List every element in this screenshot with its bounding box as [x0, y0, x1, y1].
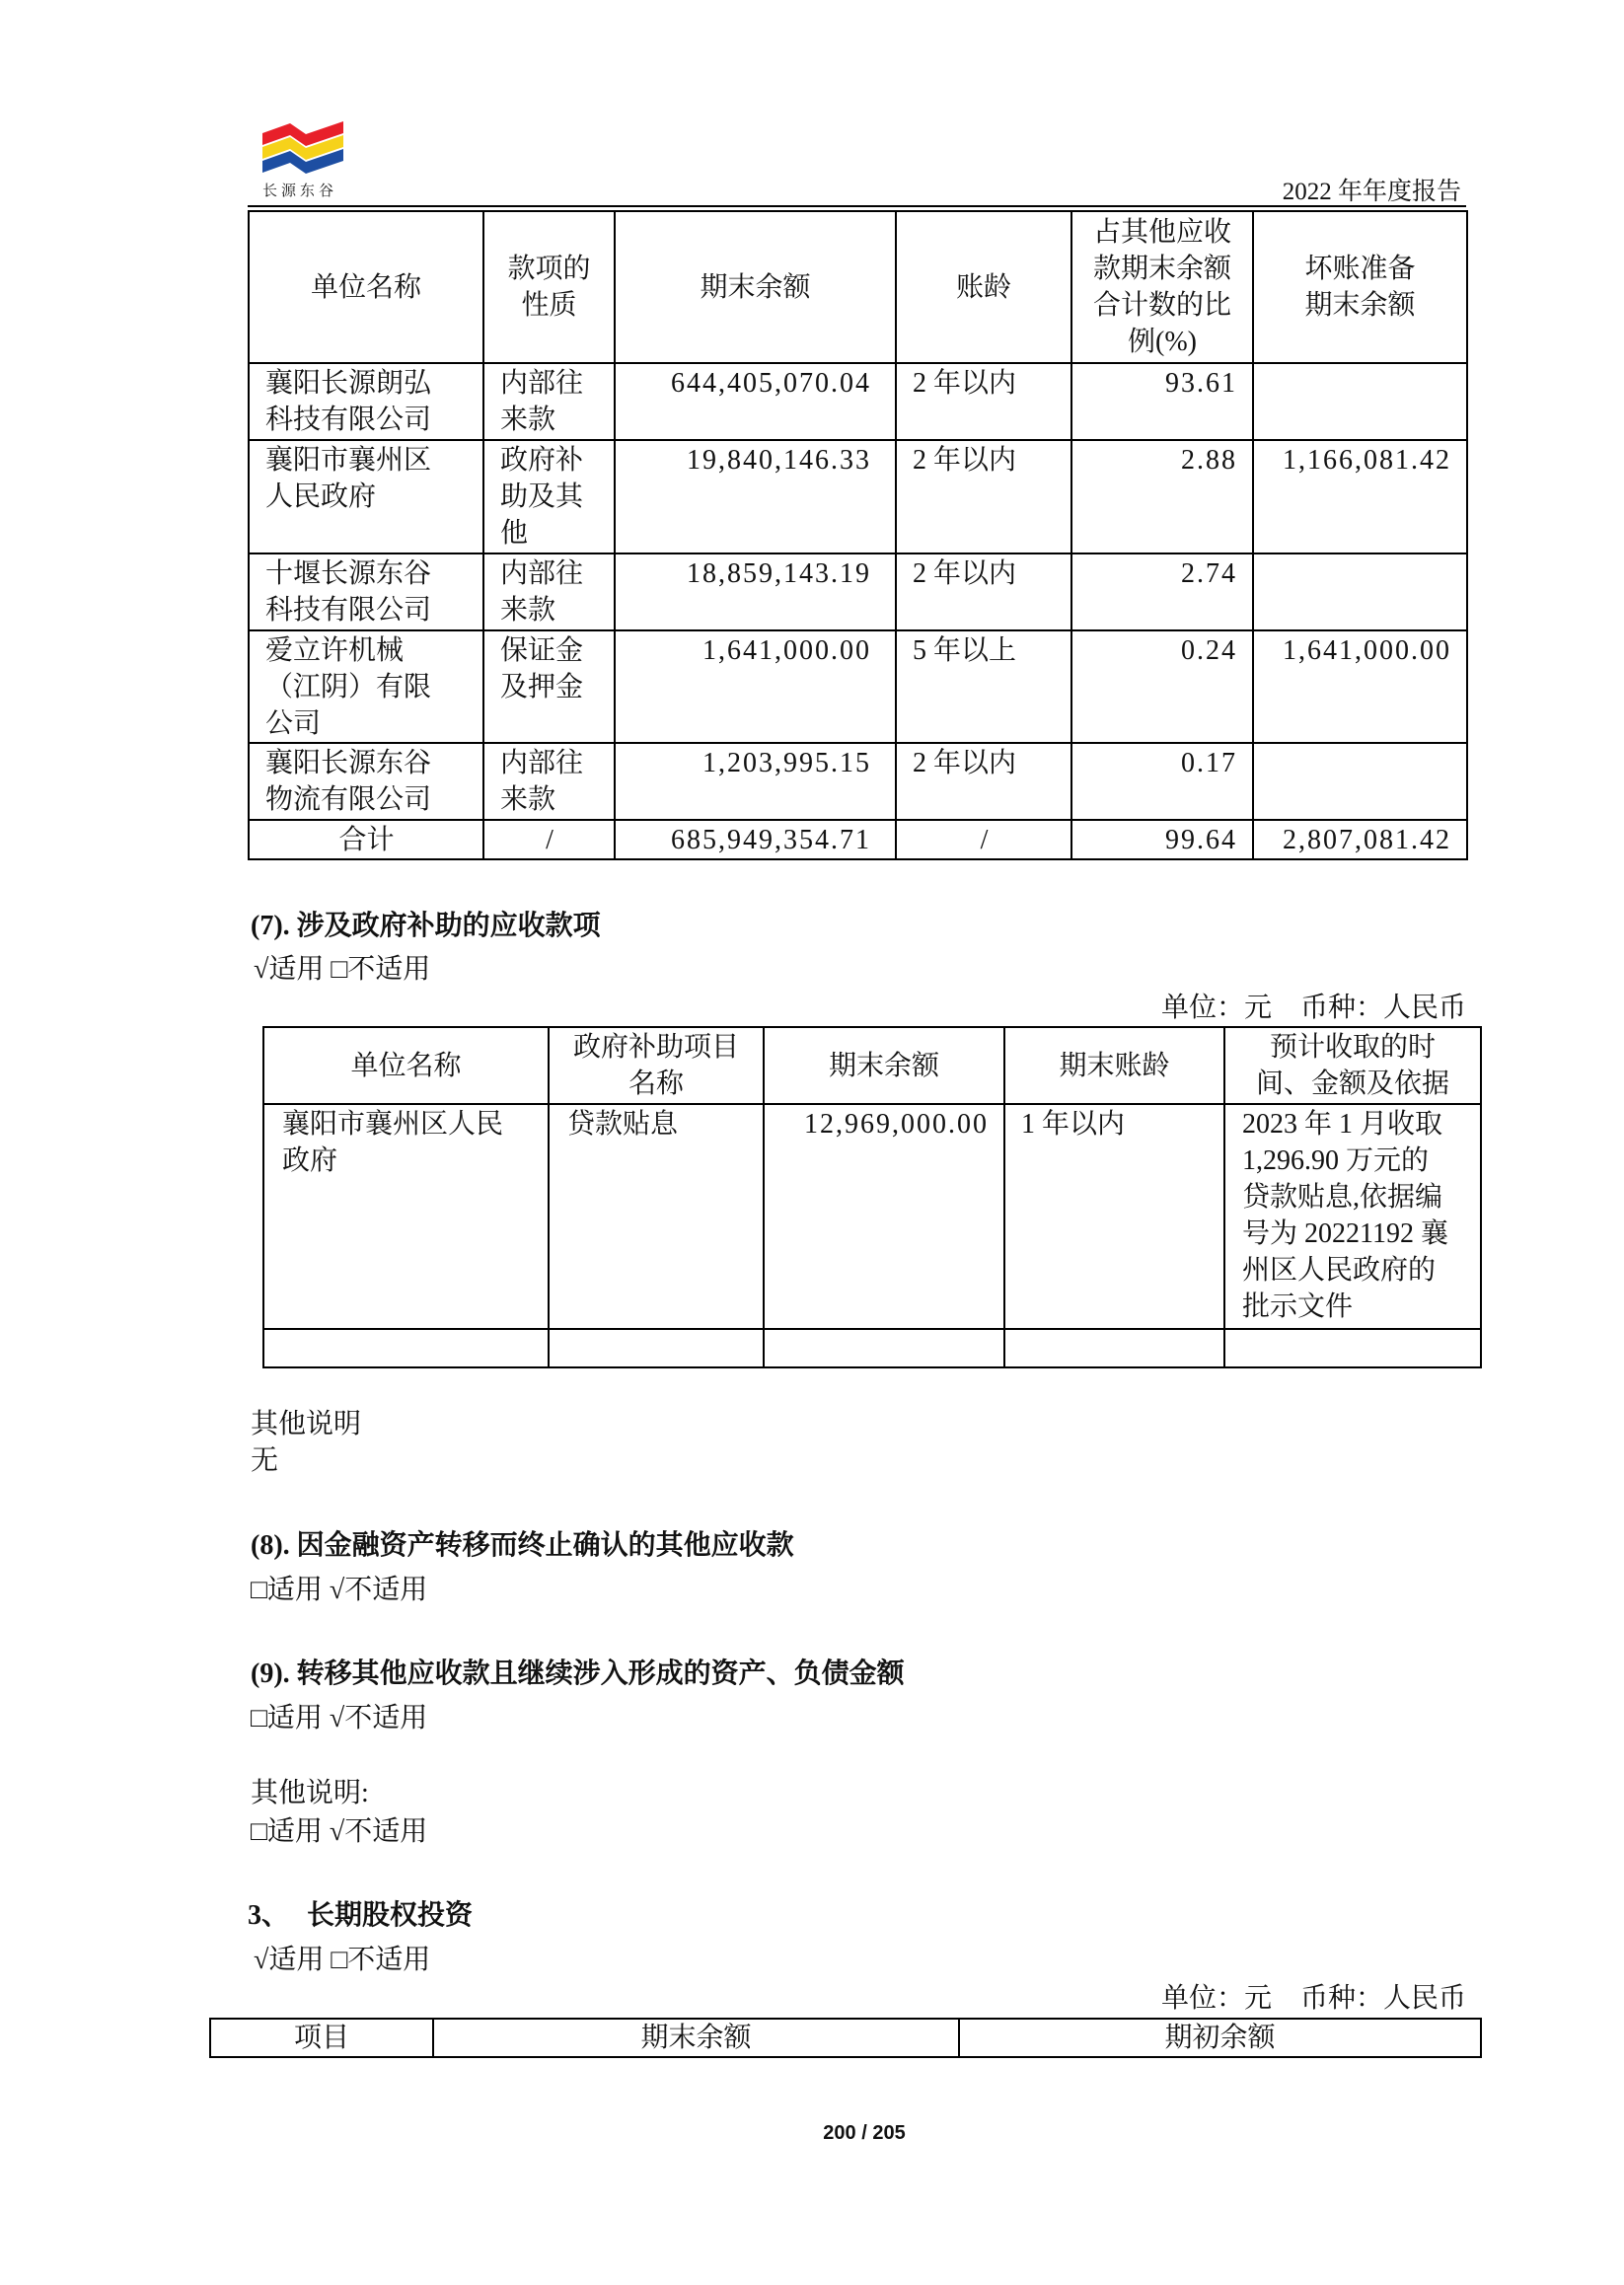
table-row	[249, 553, 1467, 630]
subsidy-project-cell: 贷款贴息	[549, 1104, 764, 1329]
total-nature-cell: /	[483, 820, 615, 859]
table-row-empty	[263, 1329, 1481, 1367]
nature-cell: 政府补 助及其 他	[483, 440, 615, 553]
ending-balance-cell: 18,859,143.19	[615, 553, 896, 630]
company-logo-icon	[262, 121, 343, 177]
table-header-row	[210, 2019, 1481, 2057]
unit-name-cell	[263, 1329, 549, 1367]
column-header-unit: 单位名称	[263, 1027, 549, 1104]
section8-applicability: □适用 √不适用	[251, 1575, 428, 1605]
bad-debt-provision-cell: 1,641,000.00	[1253, 630, 1467, 743]
section8-title: (8). 因金融资产转移而终止确认的其他应收款	[251, 1530, 794, 1561]
section3-unit-note: 单位：元 币种：人民币	[1160, 1983, 1466, 2014]
unit-name-cell: 襄阳长源朗弘 科技有限公司	[249, 363, 483, 440]
section7-other-text: 无	[251, 1445, 279, 1476]
section9-title: (9). 转移其他应收款且继续涉入形成的资产、负债金额	[251, 1658, 905, 1689]
nature-cell: 内部往 来款	[483, 743, 615, 820]
table-row	[249, 363, 1467, 440]
ending-balance-cell: 1,641,000.00	[615, 630, 896, 743]
table-header-row	[249, 211, 1467, 363]
column-header-expected: 预计收取的时 间、金额及依据	[1224, 1027, 1481, 1104]
column-header-ratio: 占其他应收 款期末余额 合计数的比 例(%)	[1071, 211, 1253, 363]
column-header-project: 政府补助项目 名称	[549, 1027, 764, 1104]
section9-applicability: □适用 √不适用	[251, 1703, 428, 1733]
section3-applicability: √适用 □不适用	[254, 1945, 431, 1975]
section3-title: 长期股权投资	[307, 1900, 474, 1931]
column-header-provision: 坏账准备 期末余额	[1253, 211, 1467, 363]
total-aging-cell: /	[896, 820, 1071, 859]
table-header-row	[263, 1027, 1481, 1104]
column-header-aging: 账龄	[896, 211, 1071, 363]
aging-cell	[1004, 1329, 1224, 1367]
section7-other-label: 其他说明	[251, 1409, 362, 1439]
ending-balance-cell: 12,969,000.00	[764, 1104, 1004, 1329]
unit-name-cell: 襄阳市襄州区 人民政府	[249, 440, 483, 553]
column-header-balance: 期末余额	[615, 211, 896, 363]
column-header-aging: 期末账龄	[1004, 1027, 1224, 1104]
column-header-ending-balance: 期末余额	[433, 2019, 959, 2057]
subsidy-project-cell	[549, 1329, 764, 1367]
aging-cell: 1 年以内	[1004, 1104, 1224, 1329]
table-row	[249, 630, 1467, 743]
expected-collection-cell: 2023 年 1 月收取 1,296.90 万元的 贷款贴息,依据编 号为 20221192 襄 州区人民政府的 批示文件	[1224, 1104, 1481, 1329]
other-receivables-table	[248, 210, 1468, 860]
total-label-cell: 合计	[249, 820, 483, 859]
bad-debt-provision-cell	[1253, 363, 1467, 440]
table-row	[249, 440, 1467, 553]
column-header-opening-balance: 期初余额	[959, 2019, 1481, 2057]
total-ratio-cell: 99.64	[1071, 820, 1253, 859]
table-total-row	[249, 820, 1467, 859]
other-notes-applicability: □适用 √不适用	[251, 1816, 428, 1847]
ending-balance-cell: 644,405,070.04	[615, 363, 896, 440]
ratio-cell: 2.88	[1071, 440, 1253, 553]
total-balance-cell: 685,949,354.71	[615, 820, 896, 859]
unit-name-cell: 十堰长源东谷 科技有限公司	[249, 553, 483, 630]
government-subsidy-receivables-table	[262, 1026, 1482, 1368]
ratio-cell: 2.74	[1071, 553, 1253, 630]
aging-cell: 2 年以内	[896, 440, 1071, 553]
company-logo	[262, 121, 345, 200]
ratio-cell: 0.24	[1071, 630, 1253, 743]
section7-applicability: √适用 □不适用	[254, 954, 431, 985]
bad-debt-provision-cell: 1,166,081.42	[1253, 440, 1467, 553]
aging-cell: 2 年以内	[896, 553, 1071, 630]
section3-number: 3、	[248, 1900, 290, 1931]
column-header-item: 项目	[210, 2019, 433, 2057]
page-number: 200 / 205	[823, 2122, 906, 2144]
unit-name-cell: 襄阳长源东谷 物流有限公司	[249, 743, 483, 820]
ratio-cell: 0.17	[1071, 743, 1253, 820]
nature-cell: 保证金 及押金	[483, 630, 615, 743]
ending-balance-cell: 1,203,995.15	[615, 743, 896, 820]
header-rule	[248, 205, 1466, 207]
column-header-balance: 期末余额	[764, 1027, 1004, 1104]
total-provision-cell: 2,807,081.42	[1253, 820, 1467, 859]
bad-debt-provision-cell	[1253, 743, 1467, 820]
table-row	[263, 1104, 1481, 1329]
aging-cell: 2 年以内	[896, 363, 1071, 440]
section7-title: (7). 涉及政府补助的应收款项	[251, 911, 601, 941]
nature-cell: 内部往 来款	[483, 553, 615, 630]
column-header-nature: 款项的 性质	[483, 211, 615, 363]
aging-cell: 2 年以内	[896, 743, 1071, 820]
ratio-cell: 93.61	[1071, 363, 1253, 440]
column-header-unit: 单位名称	[249, 211, 483, 363]
long-term-equity-investment-table	[209, 2018, 1482, 2058]
bad-debt-provision-cell	[1253, 553, 1467, 630]
unit-name-cell: 襄阳市襄州区人民 政府	[263, 1104, 549, 1329]
aging-cell: 5 年以上	[896, 630, 1071, 743]
report-title: 2022 年年度报告	[1282, 179, 1461, 205]
other-notes-label: 其他说明:	[251, 1778, 369, 1808]
expected-collection-cell	[1224, 1329, 1481, 1367]
ending-balance-cell	[764, 1329, 1004, 1367]
section3-heading	[248, 1897, 473, 1934]
table-row	[249, 743, 1467, 820]
section7-unit-note: 单位：元 币种：人民币	[1160, 993, 1466, 1023]
logo-text: 长源东谷	[262, 184, 338, 199]
unit-name-cell: 爱立许机械 （江阴）有限 公司	[249, 630, 483, 743]
nature-cell: 内部往 来款	[483, 363, 615, 440]
ending-balance-cell: 19,840,146.33	[615, 440, 896, 553]
